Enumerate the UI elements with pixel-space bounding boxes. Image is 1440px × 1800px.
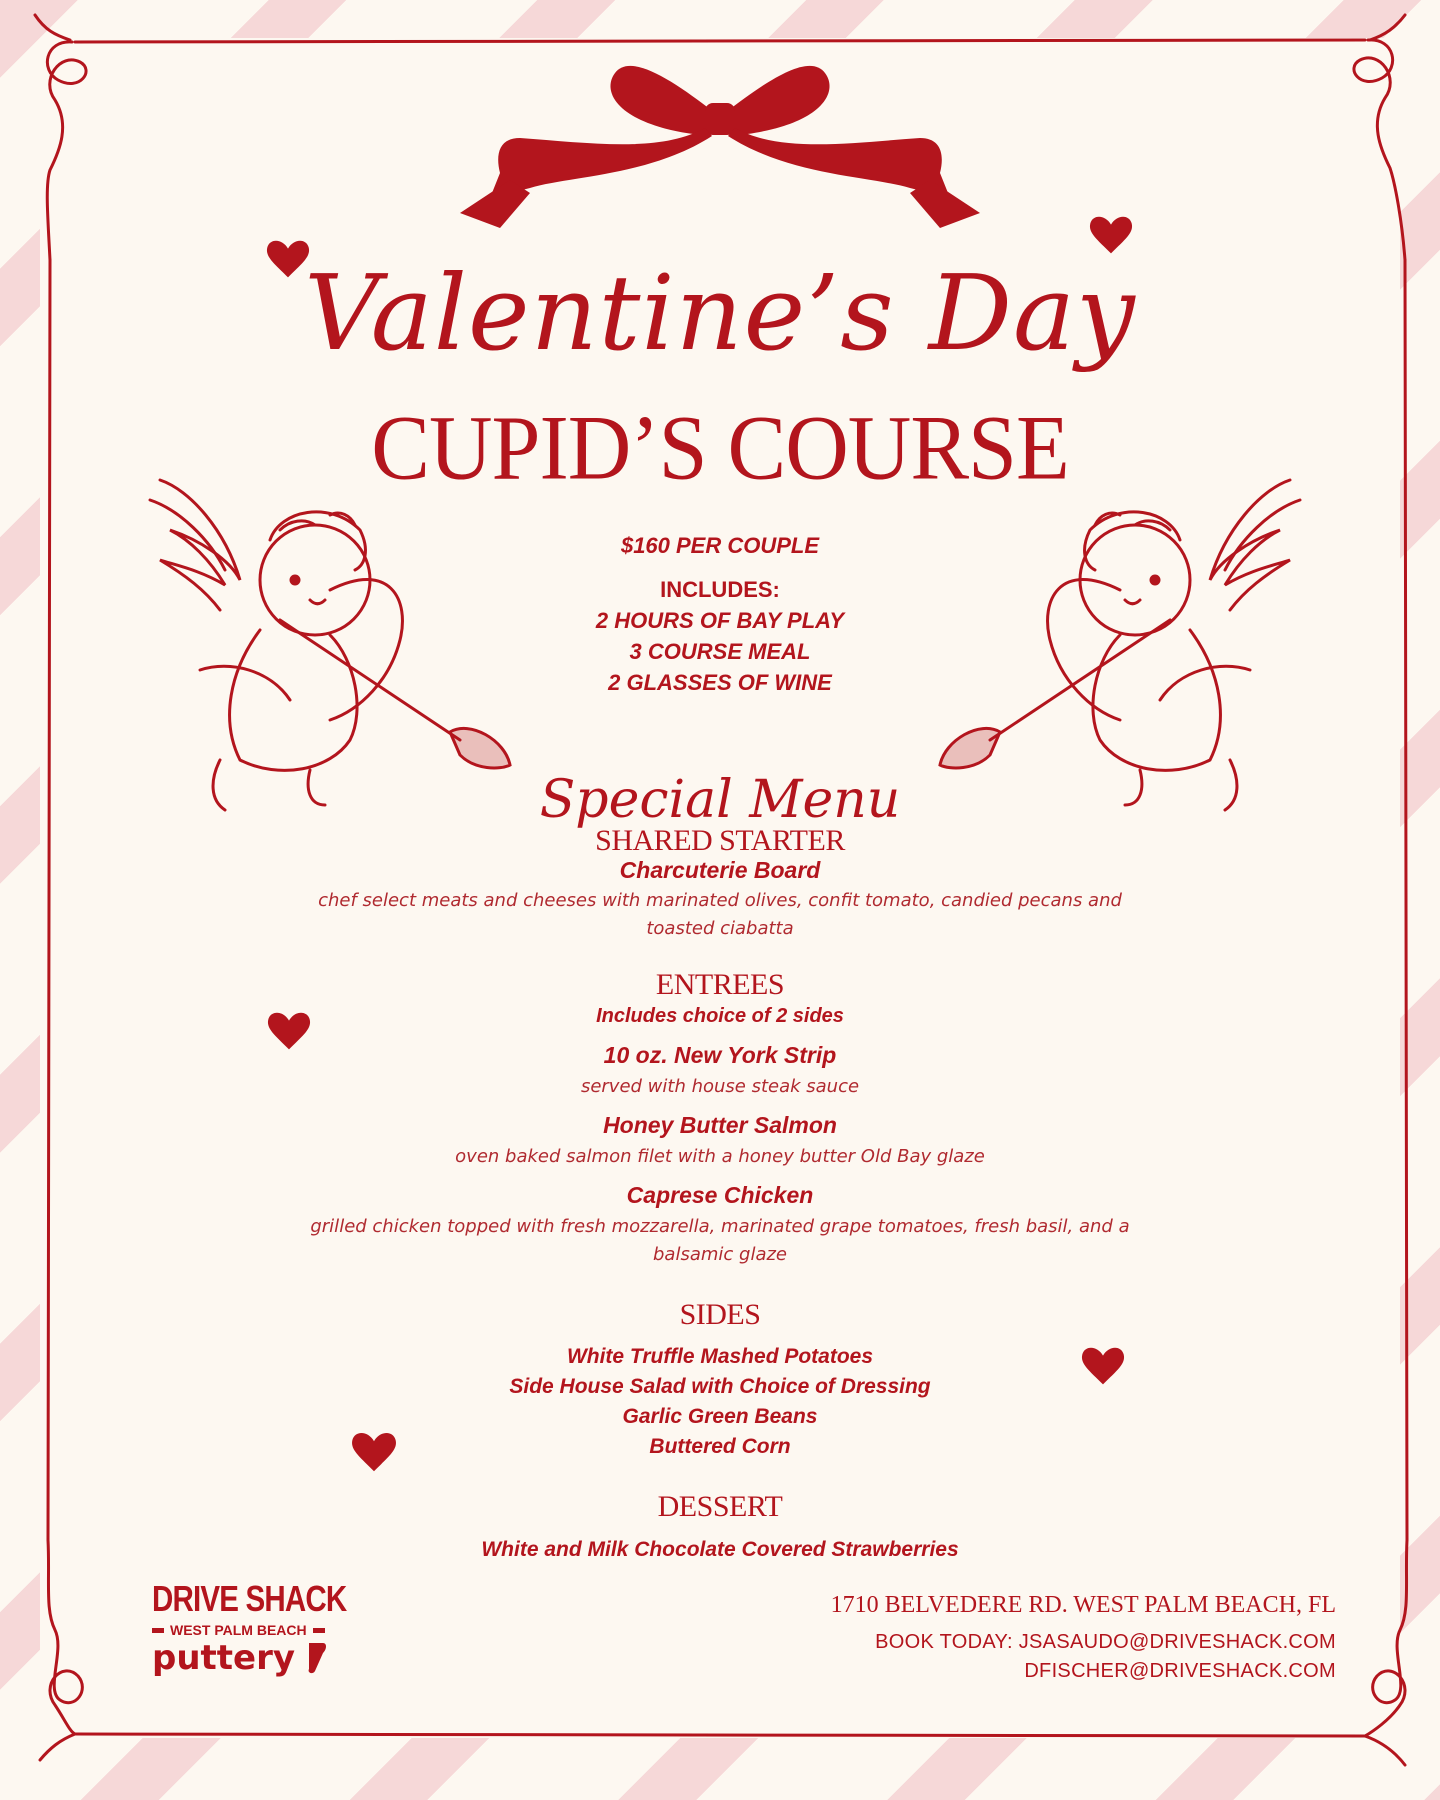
logo-middle-text: WEST PALM BEACH — [170, 1622, 307, 1638]
side-item: White Truffle Mashed Potatoes — [566, 1345, 874, 1368]
section-heading-entrees: ENTREES — [655, 968, 785, 1001]
side-item: Side House Salad with Choice of Dressing — [509, 1375, 931, 1398]
logo-bar-icon — [152, 1628, 164, 1633]
menu-item-desc: chef select meats and cheeses with marinated olives, confit tomato, candied pecans and — [318, 890, 1122, 911]
menu-item-name: Charcuterie Board — [619, 857, 821, 883]
side-item: Garlic Green Beans — [622, 1405, 818, 1428]
booking-email-1[interactable]: BOOK TODAY: JSASAUDO@DRIVESHACK.COM — [875, 1631, 1336, 1653]
logo-top-text: DRIVE SHACK — [152, 1578, 347, 1619]
booking-email-2[interactable]: DFISCHER@DRIVESHACK.COM — [1024, 1660, 1336, 1682]
menu-item-desc: oven baked salmon filet with a honey butter Old Bay glaze — [455, 1146, 985, 1167]
heart-icon — [1088, 214, 1134, 256]
menu-item-name: 10 oz. New York Strip — [603, 1042, 837, 1068]
logo-bottom-row — [152, 1638, 412, 1678]
address-text: 1710 BELVEDERE RD. WEST PALM BEACH, FL — [830, 1592, 1336, 1618]
logo-middle-row — [152, 1622, 412, 1638]
menu-item-desc: grilled chicken topped with fresh mozzarella, marinated grape tomatoes, fresh basil, and a — [310, 1216, 1130, 1237]
includes-item: 2 HOURS OF BAY PLAY — [595, 608, 845, 633]
price-text: $160 PER COUPLE — [620, 533, 820, 558]
includes-label: INCLUDES: — [660, 577, 780, 602]
golf-flag-icon — [303, 1641, 329, 1675]
section-heading-starter: SHARED STARTER — [595, 824, 845, 857]
script-title: Valentine’s Day — [304, 252, 1136, 374]
section-heading-sides: SIDES — [679, 1298, 761, 1331]
menu-item-desc: toasted ciabatta — [646, 918, 794, 939]
menu-item-name: Caprese Chicken — [626, 1182, 814, 1208]
includes-item: 3 COURSE MEAL — [629, 639, 811, 664]
menu-item-name: Honey Butter Salmon — [603, 1112, 837, 1138]
page-title: CUPID’S COURSE — [371, 397, 1069, 500]
logo-bottom-text: puttery — [152, 1638, 296, 1678]
bow-icon — [460, 58, 980, 238]
drive-shack-logo — [152, 1578, 412, 1678]
menu-item-desc: served with house steak sauce — [580, 1076, 860, 1097]
includes-item: 2 GLASSES OF WINE — [608, 670, 832, 695]
menu-title: Special Menu — [539, 770, 901, 830]
logo-bar-icon — [313, 1628, 325, 1633]
entrees-note: Includes choice of 2 sides — [596, 1005, 844, 1027]
dessert-item: White and Milk Chocolate Covered Strawberries — [481, 1538, 959, 1561]
section-heading-dessert: DESSERT — [657, 1490, 783, 1523]
menu-item-desc: balsamic glaze — [653, 1244, 787, 1265]
side-item: Buttered Corn — [649, 1435, 791, 1458]
